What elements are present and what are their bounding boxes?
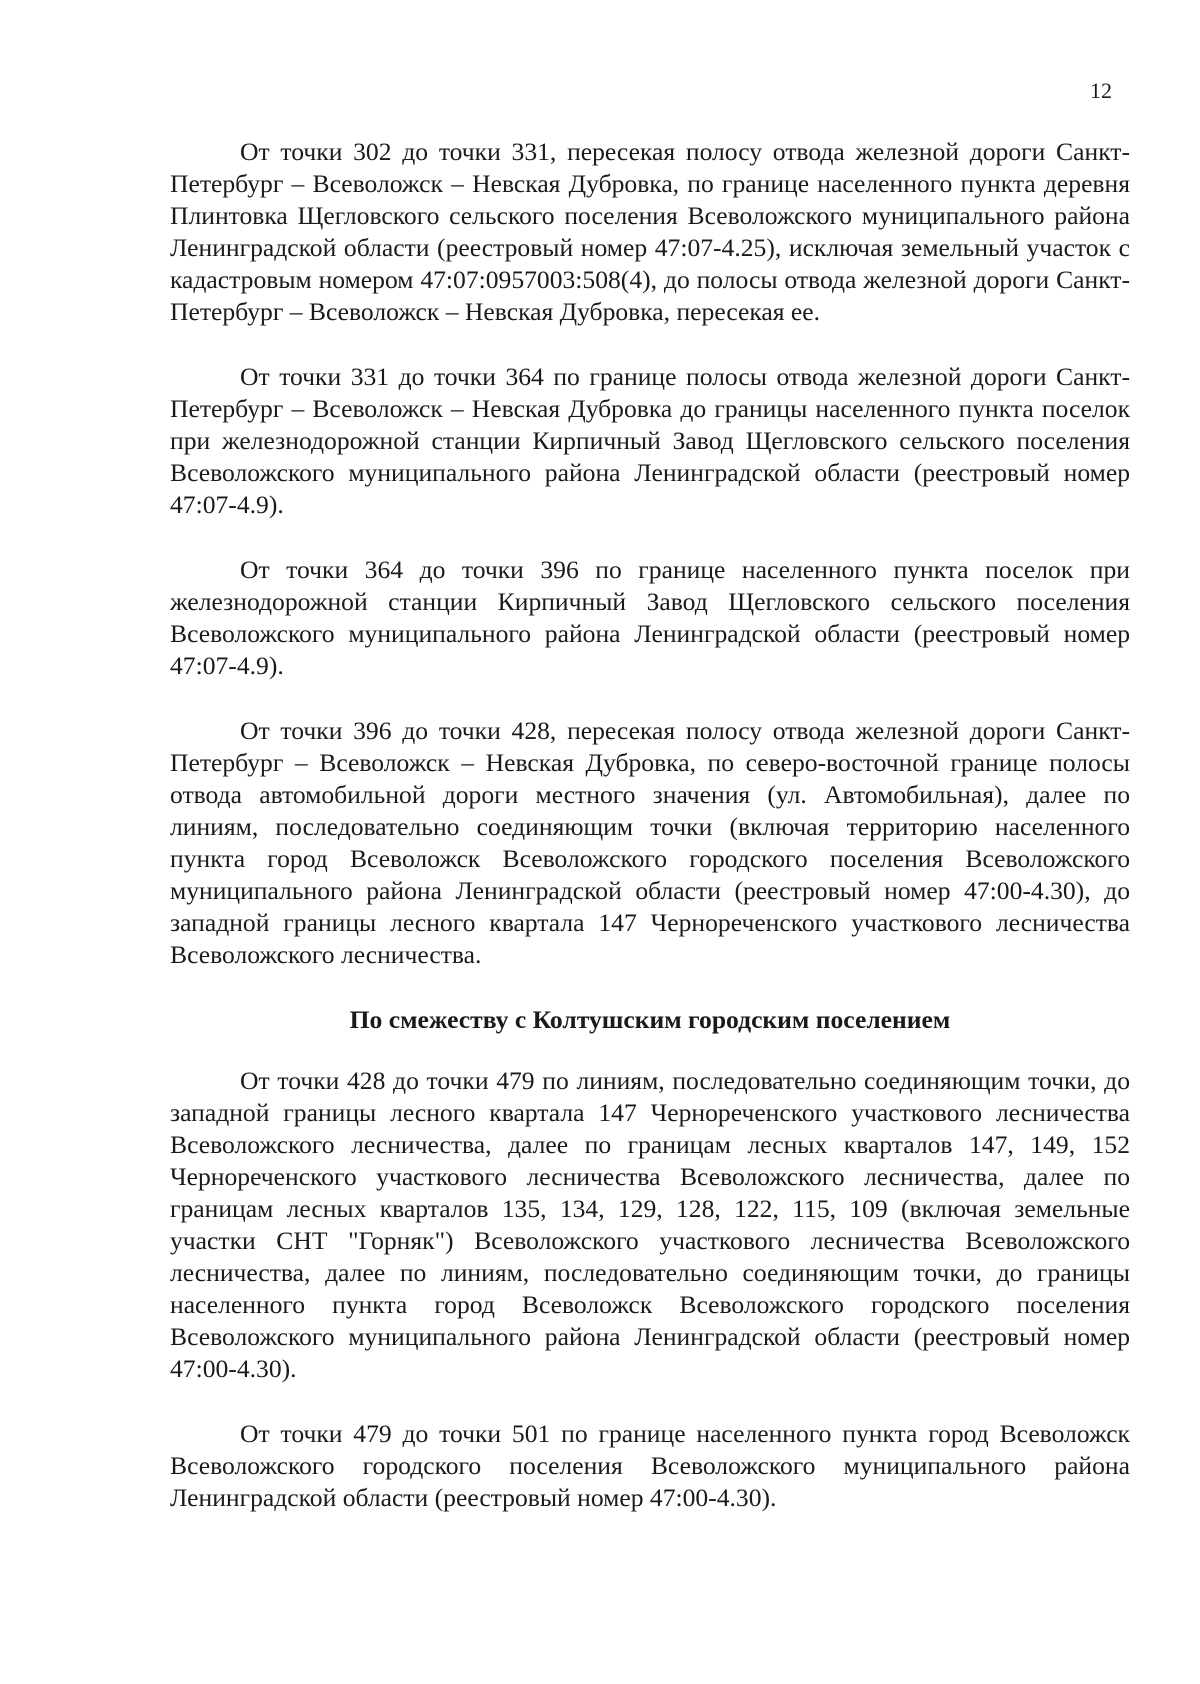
document-body [170, 136, 1130, 1547]
paragraph-points-302-331: От точки 302 до точки 331, пересекая полосу отвода железной дороги Санкт-Петербург – Всеволожск – Невская Дубровка, по границе населенного пункта деревня Плинтовка Щегловского сельского поселения Всеволожского муниципального района Ленинградской области (реестровый номер 47:07-4.25), исключая земельный участок с кадастровым номером 47:07:0957003:508(4), до полосы отвода железной дороги Санкт-Петербург – Всеволожск – Невская Дубровка, пересекая ее. [170, 137, 1130, 326]
page-number: 12 [1090, 78, 1112, 103]
paragraph-points-428-479: От точки 428 до точки 479 по линиям, последовательно соединяющим точки, до западной границы лесного квартала 147 Чернореченского участкового лесничества Всеволожского лесничества, далее по границам лесных кварталов 147, 149, 152 Чернореченского участкового лесничества Всеволожского лесничества, далее по границам лесных кварталов 135, 134, 129, 128, 122, 115, 109 (включая земельные участки СНТ "Горняк") Всеволожского участкового лесничества Всеволожского лесничества, далее по линиям, последовательно соединяющим точки, до границы населенного пункта город Всеволожск Всеволожского городского поселения Всеволожского муниципального района Ленинградской области (реестровый номер 47:00-4.30). [170, 1066, 1130, 1383]
paragraph-points-364-396: От точки 364 до точки 396 по границе населенного пункта поселок при железнодорожной станции Кирпичный Завод Щегловского сельского поселения Всеволожского муниципального района Ленинградской области (реестровый номер 47:07-4.9). [170, 555, 1130, 680]
paragraph-points-396-428: От точки 396 до точки 428, пересекая полосу отвода железной дороги Санкт-Петербург – Всеволожск – Невская Дубровка, по северо-восточной границе полосы отвода автомобильной дороги местного значения (ул. Автомобильная), далее по линиям, последовательно соединяющим точки (включая территорию населенного пункта город Всеволожск Всеволожского городского поселения Всеволожского муниципального района Ленинградской области (реестровый номер 47:00-4.30), до западной границы лесного квартала 147 Чернореченского участкового лесничества Всеволожского лесничества. [170, 716, 1130, 969]
paragraph-points-479-501: От точки 479 до точки 501 по границе населенного пункта город Всеволожск Всеволожского городского поселения Всеволожского муниципального района Ленинградской области (реестровый номер 47:00-4.30). [170, 1419, 1130, 1512]
section-heading: По смежеству с Колтушским городским поселением [349, 1005, 951, 1034]
paragraph-points-331-364: От точки 331 до точки 364 по границе полосы отвода железной дороги Санкт-Петербург – Всеволожск – Невская Дубровка до границы населенного пункта поселок при железнодорожной станции Кирпичный Завод Щегловского сельского поселения Всеволожского муниципального района Ленинградской области (реестровый номер 47:07-4.9). [170, 362, 1130, 519]
